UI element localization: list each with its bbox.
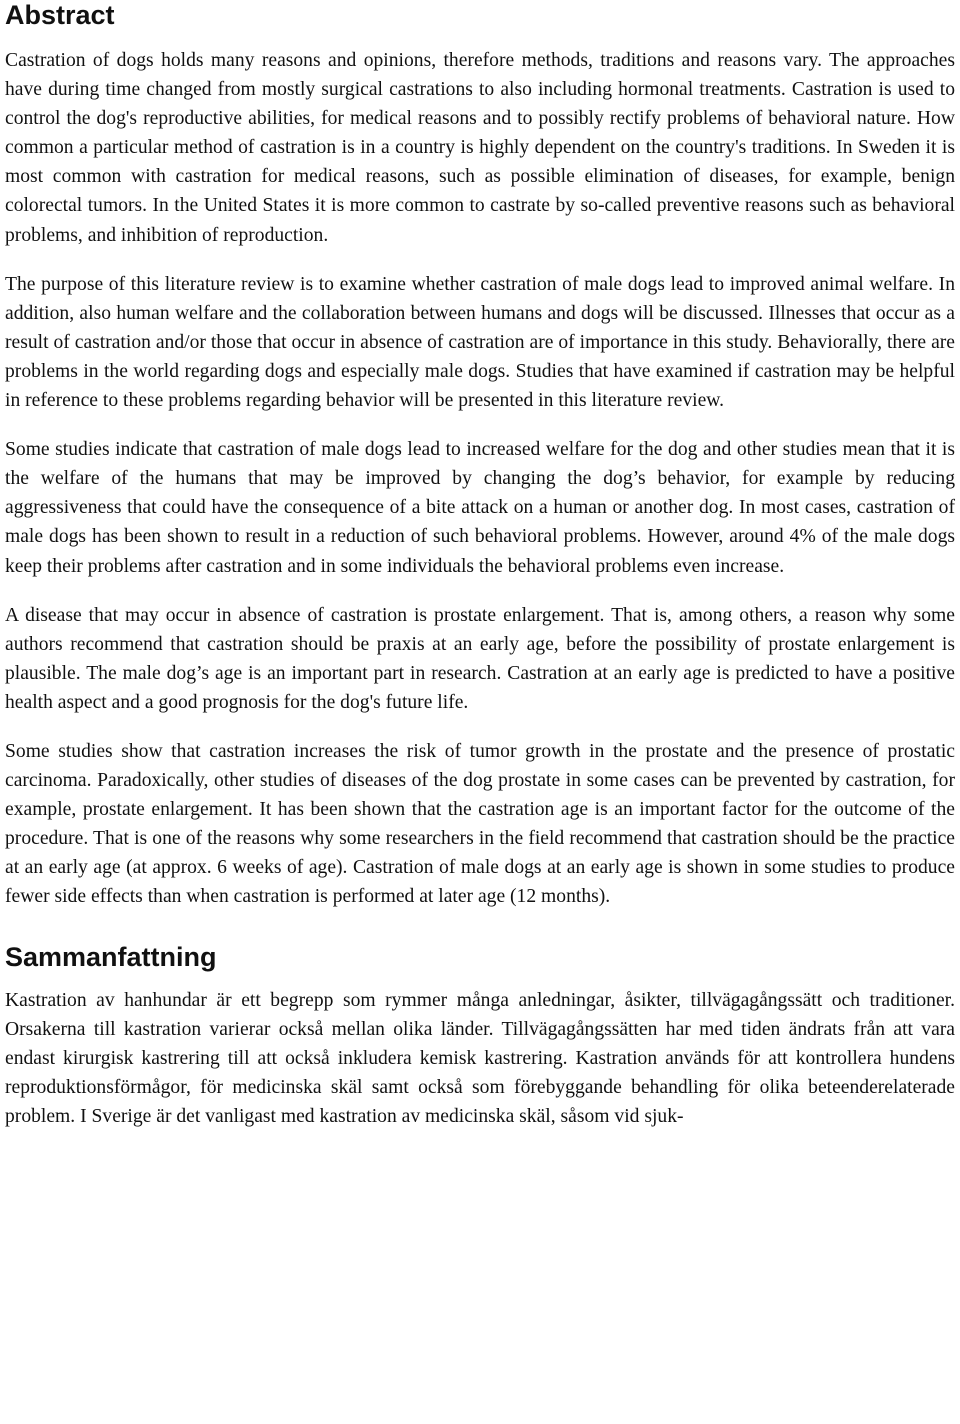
abstract-paragraph-4: A disease that may occur in absence of castration is prostate enlargement. That is, among others, a reason why some authors recommend that castration should be praxis at an early age, before the possibility of prostate enlargement is plausible. The male dog’s age is an important part in research. Castration at an early age is predicted to have a positive health aspect and a good prognosis for the dog's future life. [5,604,955,713]
abstract-paragraph-3: Some studies indicate that castration of male dogs lead to increased welfare for the dog and other studies mean that it is the welfare of the humans that may be improved by changing the dog’s behavior, for example by reducing aggressiveness that could have the consequence of a bite attack on a human or another dog. In most cases, castration of male dogs has been shown to result in a reduction of such behavioral problems. However, around 4% of the male dogs keep their problems after castration and in some individuals the behavioral problems even increase. [5,439,955,577]
abstract-paragraph-1: Castration of dogs holds many reasons and opinions, therefore methods, traditions and reasons vary. The approaches have during time changed from mostly surgical castrations to also including hormonal treatments. Castration is used to control the dog's reproductive abilities, for medical reasons and to possibly rectify problems of behavioral nature. How common a particular method of castration is in a country is highly dependent on the country's traditions. In Sweden it is most common with castration for medical reasons, such as possible elimination of diseases, for example, benign colorectal tumors. In the United States it is more common to castrate by so-called preventive reasons such as behavioral problems, and inhibition of reproduction. [5,50,955,246]
abstract-heading: Abstract [5,0,115,30]
sammanfattning-paragraph-1: Kastration av hanhundar är ett begrepp som rymmer många anledningar, åsikter, tillvägagångssätt och traditioner. Orsakerna till kastration varierar också mellan olika länder. Tillvägagångssätten har med tiden ändrats från att vara endast kirurgisk kastrering till att också inkludera kemisk kastrering. Kastration används för att kontrollera hundens reproduktionsförmågor, för medicinska skäl samt också som förebyggande behandling för olika beteenderelaterade problem. I Sverige är det vanligast med kastration av medicinska skäl, såsom vid sjuk- [5,989,955,1127]
document-page [5,0,955,1131]
abstract-paragraph-5: Some studies show that castration increases the risk of tumor growth in the prostate and the presence of prostatic carcinoma. Paradoxically, other studies of diseases of the dog prostate in some cases can be prevented by castration, for example, prostate enlargement. It has been shown that the castration age is an important factor for the outcome of the procedure. That is one of the reasons why some researchers in the field recommend that castration should be the practice at an early age (at approx. 6 weeks of age). Castration of male dogs at an early age is shown in some studies to produce fewer side effects than when castration is performed at later age (12 months). [5,740,955,908]
abstract-paragraph-2: The purpose of this literature review is to examine whether castration of male dogs lead to improved animal welfare. In addition, also human welfare and the collaboration between humans and dogs will be discussed. Illnesses that occur as a result of castration and/or those that occur in absence of castration are of importance in this study. Behaviorally, there are problems in the world regarding dogs and especially male dogs. Studies that have examined if castration may be helpful in reference to these problems regarding behavior will be presented in this literature review. [5,273,955,412]
sammanfattning-heading: Sammanfattning [5,941,217,972]
